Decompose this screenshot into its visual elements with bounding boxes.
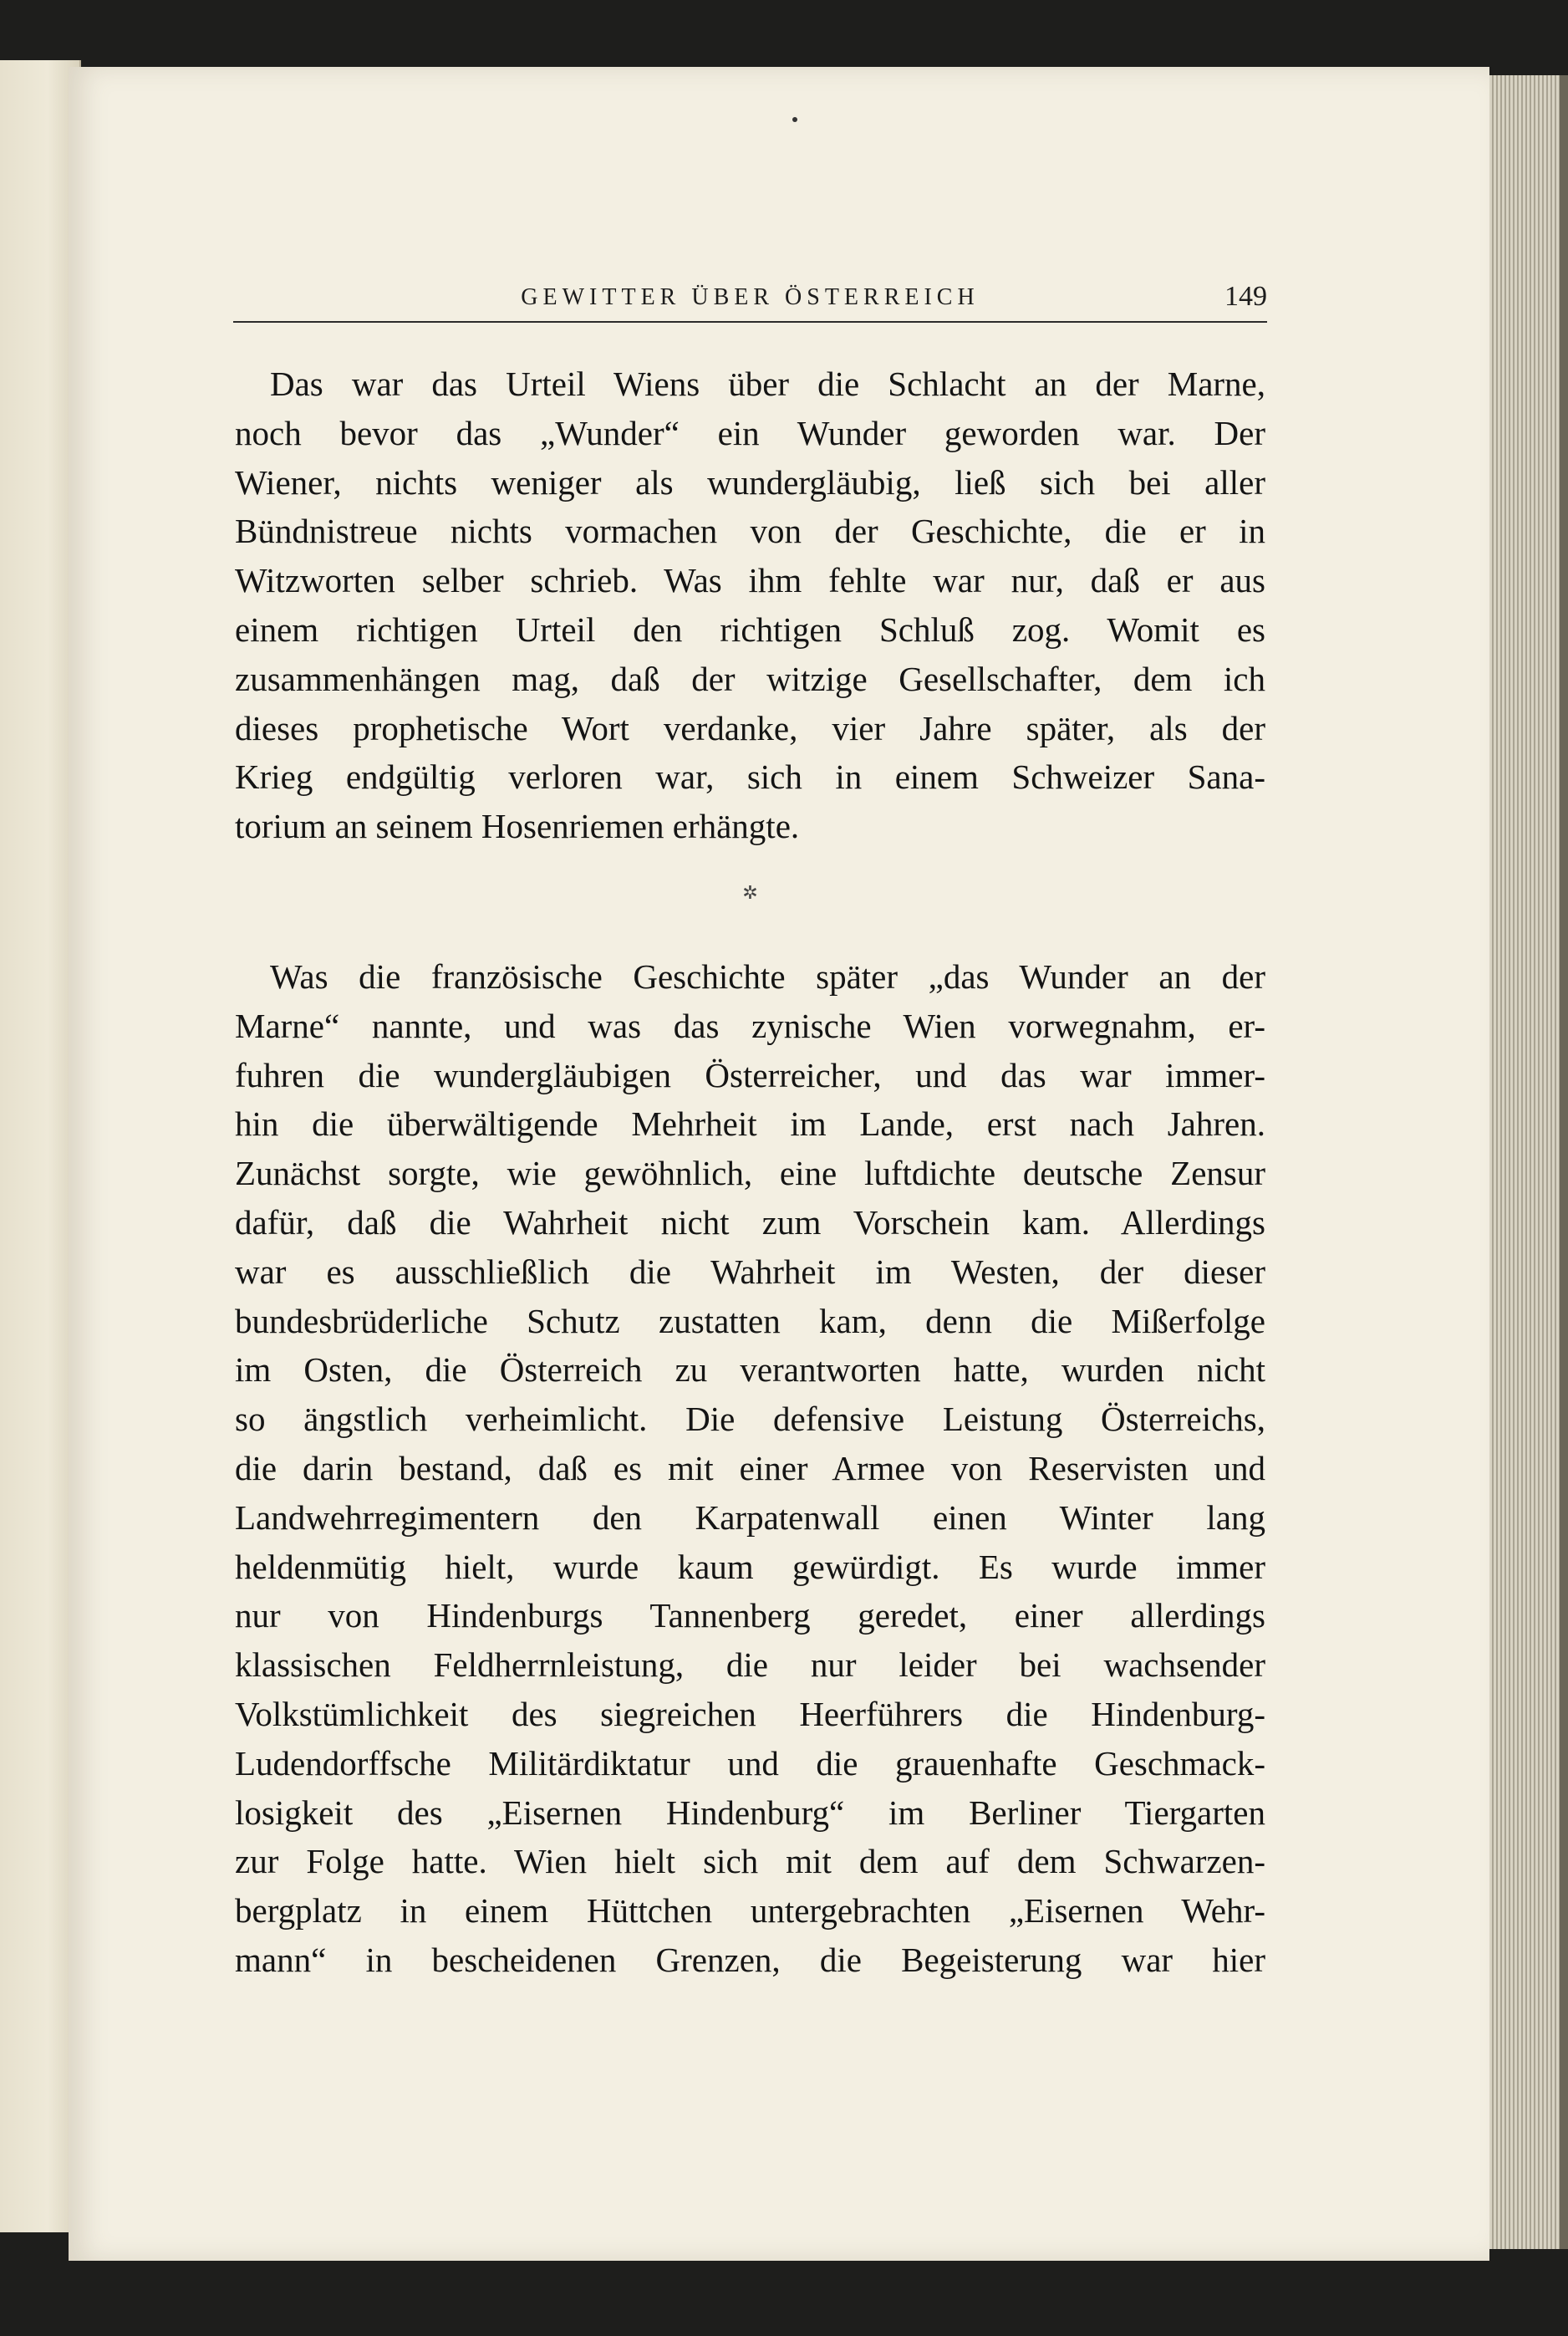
- print-mark-dot: [792, 117, 797, 122]
- page-stack-edges: [1489, 75, 1568, 2249]
- text-line: Volkstümlichkeit des siegreichen Heerführers die Hindenburg-: [235, 1694, 1265, 1733]
- text-line: Wiener, nichts weniger als wundergläubig, ließ sich bei aller: [235, 462, 1265, 502]
- text-line: torium an seinem Hosenriemen erhängte.: [235, 807, 800, 846]
- text-line: Das war das Urteil Wiens über die Schlacht an der Marne,: [270, 365, 1265, 403]
- text-line: im Osten, die Österreich zu verantworten hatte, wurden nicht: [235, 1350, 1265, 1390]
- text-line: einem richtigen Urteil den richtigen Schluß zog. Womit es: [235, 610, 1265, 649]
- page-number: 149: [1224, 281, 1267, 312]
- text-line: klassischen Feldherrnleistung, die nur leider bei wachsender: [235, 1645, 1265, 1685]
- text-line: Bündnistreue nichts vormachen von der Geschichte, die er in: [235, 512, 1265, 551]
- text-line: zur Folge hatte. Wien hielt sich mit dem auf dem Schwarzen-: [235, 1842, 1265, 1881]
- text-line: zusammenhängen mag, daß der witzige Gesellschafter, dem ich: [235, 659, 1265, 698]
- running-header: [233, 278, 1267, 323]
- body-text: [235, 360, 1265, 1985]
- section-separator-asterisk: ✲: [742, 881, 758, 903]
- text-line: Ludendorffsche Militärdiktatur und die grauenhafte Geschmack-: [235, 1743, 1265, 1783]
- text-line: Was die französische Geschichte später „das Wunder an der: [270, 956, 1265, 996]
- text-line: Landwehrregimentern den Karpatenwall einen Winter lang: [235, 1497, 1265, 1537]
- text-line: Zunächst sorgte, wie gewöhnlich, eine luftdichte deutsche Zensur: [235, 1154, 1265, 1193]
- paragraph-1: [235, 360, 1265, 851]
- text-line: dieses prophetische Wort verdanke, vier Jahre später, als der: [235, 708, 1265, 747]
- text-line: losigkeit des „Eisernen Hindenburg“ im Berliner Tiergarten: [235, 1793, 1265, 1832]
- text-line: heldenmütig hielt, wurde kaum gewürdigt. Es wurde immer: [235, 1547, 1265, 1586]
- text-line: bergplatz in einem Hüttchen untergebrachten „Eisernen Wehr-: [235, 1891, 1265, 1931]
- text-line: Krieg endgültig verloren war, sich in einem Schweizer Sana-: [235, 757, 1265, 797]
- text-line: hin die überwältigende Mehrheit im Lande, erst nach Jahren.: [235, 1104, 1265, 1144]
- text-line: war es ausschließlich die Wahrheit im Westen, der dieser: [235, 1252, 1265, 1291]
- text-line: Witzworten selber schrieb. Was ihm fehlte war nur, daß er aus: [235, 561, 1265, 600]
- text-line: dafür, daß die Wahrheit nicht zum Vorschein kam. Allerdings: [235, 1202, 1265, 1242]
- text-line: mann“ in bescheidenen Grenzen, die Begeisterung war hier: [235, 1940, 1265, 1979]
- text-line: die darin bestand, daß es mit einer Armee von Reservisten und: [235, 1448, 1265, 1487]
- paragraph-2: [235, 952, 1265, 1985]
- text-line: nur von Hindenburgs Tannenberg geredet, einer allerdings: [235, 1596, 1265, 1635]
- text-line: Marne“ nannte, und was das zynische Wien vorwegnahm, er-: [235, 1006, 1265, 1045]
- text-line: so ängstlich verheimlicht. Die defensive Leistung Österreichs,: [235, 1400, 1265, 1439]
- text-line: fuhren die wundergläubigen Österreicher, und das war immer-: [235, 1055, 1265, 1094]
- text-line: noch bevor das „Wunder“ ein Wunder geworden war. Der: [235, 413, 1265, 452]
- running-title: GEWITTER ÜBER ÖSTERREICH: [521, 284, 980, 310]
- text-line: bundesbrüderliche Schutz zustatten kam, denn die Mißerfolge: [235, 1301, 1265, 1340]
